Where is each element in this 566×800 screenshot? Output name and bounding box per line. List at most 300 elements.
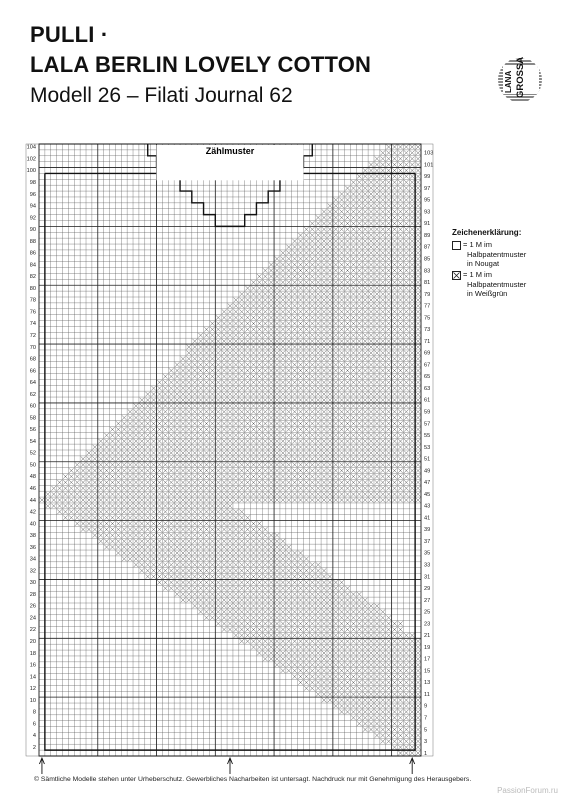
cross-stitch <box>410 162 414 166</box>
cross-stitch <box>275 274 279 278</box>
cross-stitch <box>198 498 202 502</box>
cross-stitch <box>204 539 208 543</box>
cross-stitch <box>257 651 261 655</box>
cross-stitch <box>375 415 379 419</box>
cross-stitch <box>257 386 261 390</box>
cross-stitch <box>228 610 232 614</box>
cross-stitch <box>193 415 197 419</box>
cross-stitch <box>322 621 326 625</box>
cross-stitch <box>328 621 332 625</box>
cross-stitch <box>187 510 191 514</box>
cross-stitch <box>375 704 379 708</box>
cross-stitch <box>234 621 238 625</box>
cross-stitch <box>134 474 138 478</box>
cross-stitch <box>345 333 349 337</box>
cross-stitch <box>316 474 320 478</box>
cross-stitch <box>398 468 402 472</box>
cross-stitch <box>122 457 126 461</box>
cross-stitch <box>328 692 332 696</box>
cross-stitch <box>363 192 367 196</box>
cross-stitch <box>322 309 326 313</box>
cross-stitch <box>304 498 308 502</box>
cross-stitch <box>339 668 343 672</box>
cross-stitch <box>404 204 408 208</box>
cross-stitch <box>392 386 396 390</box>
cross-stitch <box>322 333 326 337</box>
cross-stitch <box>404 639 408 643</box>
cross-stitch <box>251 427 255 431</box>
cross-stitch <box>175 574 179 578</box>
cross-stitch <box>234 321 238 325</box>
cross-stitch <box>316 604 320 608</box>
cross-stitch <box>163 563 167 567</box>
cross-stitch <box>398 486 402 490</box>
cross-stitch <box>375 645 379 649</box>
cross-stitch <box>245 321 249 325</box>
cross-stitch <box>410 421 414 425</box>
cross-stitch <box>363 710 367 714</box>
cross-stitch <box>134 404 138 408</box>
cross-stitch <box>322 480 326 484</box>
cross-stitch <box>398 151 402 155</box>
cross-stitch <box>398 651 402 655</box>
cross-stitch <box>351 398 355 402</box>
cross-stitch <box>151 568 155 572</box>
cross-stitch <box>110 510 114 514</box>
cross-stitch <box>369 215 373 219</box>
cross-stitch <box>281 492 285 496</box>
cross-stitch <box>269 586 273 590</box>
cross-stitch <box>245 515 249 519</box>
cross-stitch <box>351 286 355 290</box>
cross-stitch <box>369 410 373 414</box>
cross-stitch <box>398 480 402 484</box>
cross-stitch <box>228 410 232 414</box>
cross-stitch <box>310 315 314 319</box>
cross-stitch <box>245 457 249 461</box>
cross-stitch <box>81 527 85 531</box>
cross-stitch <box>98 539 102 543</box>
cross-stitch <box>310 239 314 243</box>
cross-stitch <box>410 321 414 325</box>
cross-stitch <box>134 486 138 490</box>
cross-stitch <box>134 451 138 455</box>
cross-stitch <box>116 462 120 466</box>
cross-stitch <box>363 280 367 284</box>
cross-stitch <box>210 586 214 590</box>
cross-stitch <box>304 433 308 437</box>
cross-stitch <box>404 439 408 443</box>
cross-stitch <box>110 462 114 466</box>
cross-stitch <box>228 568 232 572</box>
cross-stitch <box>357 445 361 449</box>
cross-stitch <box>363 651 367 655</box>
cross-stitch <box>322 668 326 672</box>
cross-stitch <box>234 633 238 637</box>
cross-stitch <box>198 333 202 337</box>
cross-stitch <box>157 486 161 490</box>
cross-stitch <box>210 557 214 561</box>
cross-stitch <box>404 327 408 331</box>
cross-stitch <box>310 386 314 390</box>
cross-stitch <box>345 292 349 296</box>
cross-stitch <box>375 233 379 237</box>
cross-stitch <box>298 380 302 384</box>
cross-stitch <box>322 251 326 255</box>
cross-stitch <box>269 309 273 313</box>
cross-stitch <box>351 251 355 255</box>
cross-stitch <box>257 639 261 643</box>
cross-stitch <box>398 639 402 643</box>
cross-stitch <box>392 427 396 431</box>
cross-stitch <box>128 480 132 484</box>
cross-stitch <box>151 433 155 437</box>
cross-stitch <box>310 292 314 296</box>
cross-stitch <box>386 698 390 702</box>
cross-stitch <box>145 439 149 443</box>
row-label-right: 9 <box>424 703 428 710</box>
cross-stitch <box>310 286 314 290</box>
cross-stitch <box>228 551 232 555</box>
cross-stitch <box>322 327 326 331</box>
cross-stitch <box>128 510 132 514</box>
cross-stitch <box>228 345 232 349</box>
cross-stitch <box>369 339 373 343</box>
cross-stitch <box>357 645 361 649</box>
cross-stitch <box>281 598 285 602</box>
cross-stitch <box>292 468 296 472</box>
cross-stitch <box>210 339 214 343</box>
cross-stitch <box>222 604 226 608</box>
cross-stitch <box>334 215 338 219</box>
row-label-left: 40 <box>29 521 36 528</box>
cross-stitch <box>281 386 285 390</box>
cross-stitch <box>363 392 367 396</box>
cross-stitch <box>269 351 273 355</box>
cross-stitch <box>363 492 367 496</box>
cross-stitch <box>310 457 314 461</box>
row-label-left: 4 <box>32 733 36 740</box>
cross-stitch <box>298 386 302 390</box>
cross-stitch <box>87 457 91 461</box>
cross-stitch <box>381 462 385 466</box>
cross-stitch <box>281 262 285 266</box>
cross-stitch <box>51 486 55 490</box>
cross-stitch <box>404 668 408 672</box>
cross-stitch <box>75 462 79 466</box>
cross-stitch <box>328 574 332 578</box>
cross-stitch <box>369 462 373 466</box>
cross-stitch <box>339 251 343 255</box>
cross-stitch <box>257 527 261 531</box>
cross-stitch <box>269 439 273 443</box>
cross-stitch <box>263 333 267 337</box>
cross-stitch <box>151 445 155 449</box>
cross-stitch <box>240 451 244 455</box>
cross-stitch <box>287 421 291 425</box>
cross-stitch <box>169 421 173 425</box>
cross-stitch <box>228 427 232 431</box>
cross-stitch <box>404 309 408 313</box>
cross-stitch <box>392 198 396 202</box>
cross-stitch <box>145 498 149 502</box>
cross-stitch <box>322 351 326 355</box>
marker-arrow-icon <box>228 758 233 774</box>
cross-stitch <box>298 598 302 602</box>
cross-stitch <box>292 280 296 284</box>
cross-stitch <box>269 604 273 608</box>
cross-stitch <box>328 427 332 431</box>
cross-stitch <box>375 215 379 219</box>
cross-stitch <box>63 510 67 514</box>
cross-stitch <box>275 663 279 667</box>
cross-stitch <box>345 474 349 478</box>
cross-stitch <box>169 527 173 531</box>
cross-stitch <box>392 710 396 714</box>
cross-stitch <box>234 351 238 355</box>
cross-stitch <box>375 304 379 308</box>
cross-stitch <box>169 468 173 472</box>
cross-stitch <box>134 492 138 496</box>
cross-stitch <box>181 386 185 390</box>
cross-stitch <box>304 227 308 231</box>
cross-stitch <box>416 357 420 361</box>
cross-stitch <box>128 521 132 525</box>
cross-stitch <box>328 674 332 678</box>
cross-stitch <box>310 592 314 596</box>
cross-stitch <box>298 239 302 243</box>
cross-stitch <box>363 227 367 231</box>
cross-stitch <box>351 462 355 466</box>
cross-stitch <box>328 663 332 667</box>
cross-stitch <box>216 545 220 549</box>
cross-stitch <box>345 239 349 243</box>
cross-stitch <box>204 574 208 578</box>
cross-stitch <box>398 251 402 255</box>
cross-stitch <box>398 680 402 684</box>
cross-stitch <box>398 704 402 708</box>
cross-stitch <box>292 274 296 278</box>
cross-stitch <box>240 604 244 608</box>
cross-stitch <box>63 486 67 490</box>
cross-stitch <box>351 280 355 284</box>
cross-stitch <box>375 309 379 313</box>
cross-stitch <box>381 380 385 384</box>
cross-stitch <box>351 327 355 331</box>
cross-stitch <box>310 651 314 655</box>
cross-stitch <box>269 304 273 308</box>
cross-stitch <box>298 321 302 325</box>
cross-stitch <box>386 286 390 290</box>
row-label-left: 56 <box>29 427 36 434</box>
cross-stitch <box>128 504 132 508</box>
cross-stitch <box>263 274 267 278</box>
cross-stitch <box>204 333 208 337</box>
cross-stitch <box>369 498 373 502</box>
cross-stitch <box>216 568 220 572</box>
cross-stitch <box>251 445 255 449</box>
cross-stitch <box>351 474 355 478</box>
cross-stitch <box>416 156 420 160</box>
cross-stitch <box>257 351 261 355</box>
cross-stitch <box>339 615 343 619</box>
cross-stitch <box>169 492 173 496</box>
cross-stitch <box>116 480 120 484</box>
cross-stitch <box>410 345 414 349</box>
cross-stitch <box>363 362 367 366</box>
cross-stitch <box>357 668 361 672</box>
cross-stitch <box>381 357 385 361</box>
cross-stitch <box>369 645 373 649</box>
cross-stitch <box>257 292 261 296</box>
row-label-right: 17 <box>424 656 431 663</box>
cross-stitch <box>198 462 202 466</box>
cross-stitch <box>304 680 308 684</box>
cross-stitch <box>334 586 338 590</box>
cross-stitch <box>181 586 185 590</box>
cross-stitch <box>175 374 179 378</box>
cross-stitch <box>369 398 373 402</box>
cross-stitch <box>398 198 402 202</box>
cross-stitch <box>316 427 320 431</box>
cross-stitch <box>134 415 138 419</box>
cross-stitch <box>263 574 267 578</box>
row-label-right: 83 <box>424 268 431 275</box>
cross-stitch <box>404 492 408 496</box>
cross-stitch <box>216 527 220 531</box>
cross-stitch <box>357 710 361 714</box>
cross-stitch <box>416 280 420 284</box>
cross-stitch <box>98 462 102 466</box>
cross-stitch <box>245 498 249 502</box>
cross-stitch <box>310 686 314 690</box>
cross-stitch <box>316 633 320 637</box>
cross-stitch <box>375 633 379 637</box>
cross-stitch <box>310 357 314 361</box>
cross-stitch <box>181 462 185 466</box>
cross-stitch <box>357 451 361 455</box>
cross-stitch <box>257 362 261 366</box>
cross-stitch <box>216 415 220 419</box>
cross-stitch <box>140 433 144 437</box>
cross-stitch <box>398 362 402 366</box>
cross-stitch <box>216 445 220 449</box>
cross-stitch <box>322 692 326 696</box>
cross-stitch <box>210 510 214 514</box>
cross-stitch <box>357 410 361 414</box>
cross-stitch <box>122 510 126 514</box>
cross-stitch <box>404 716 408 720</box>
cross-stitch <box>287 651 291 655</box>
cross-stitch <box>375 639 379 643</box>
cross-stitch <box>328 480 332 484</box>
cross-stitch <box>304 304 308 308</box>
cross-stitch <box>369 174 373 178</box>
cross-stitch <box>128 427 132 431</box>
cross-stitch <box>334 486 338 490</box>
cross-stitch <box>363 604 367 608</box>
cross-stitch <box>351 192 355 196</box>
row-label-left: 86 <box>29 250 36 257</box>
cross-stitch <box>322 268 326 272</box>
cross-stitch <box>404 421 408 425</box>
cross-stitch <box>404 239 408 243</box>
cross-stitch <box>87 521 91 525</box>
cross-stitch <box>398 280 402 284</box>
cross-stitch <box>310 345 314 349</box>
cross-stitch <box>292 292 296 296</box>
cross-stitch <box>298 333 302 337</box>
row-label-left: 54 <box>29 438 36 445</box>
cross-stitch <box>251 492 255 496</box>
cross-stitch <box>245 545 249 549</box>
cross-stitch <box>304 474 308 478</box>
cross-stitch <box>257 604 261 608</box>
cross-stitch <box>216 515 220 519</box>
cross-stitch <box>128 539 132 543</box>
cross-stitch <box>404 298 408 302</box>
cross-stitch <box>369 392 373 396</box>
cross-stitch <box>234 533 238 537</box>
cross-stitch <box>310 492 314 496</box>
row-label-left: 36 <box>29 544 36 551</box>
cross-stitch <box>404 333 408 337</box>
cross-stitch <box>304 415 308 419</box>
cross-stitch <box>234 415 238 419</box>
cross-stitch <box>198 357 202 361</box>
cross-stitch <box>381 315 385 319</box>
cross-stitch <box>116 527 120 531</box>
cross-stitch <box>210 515 214 519</box>
cross-stitch <box>316 251 320 255</box>
cross-stitch <box>328 274 332 278</box>
cross-stitch <box>292 345 296 349</box>
cross-stitch <box>316 645 320 649</box>
cross-stitch <box>287 398 291 402</box>
cross-stitch <box>228 357 232 361</box>
cross-stitch <box>310 309 314 313</box>
cross-stitch <box>57 486 61 490</box>
cross-stitch <box>287 557 291 561</box>
cross-stitch <box>257 445 261 449</box>
cross-stitch <box>151 521 155 525</box>
cross-stitch <box>363 315 367 319</box>
cross-stitch <box>386 427 390 431</box>
cross-stitch <box>204 439 208 443</box>
cross-stitch <box>375 192 379 196</box>
cross-stitch <box>310 621 314 625</box>
cross-stitch <box>304 492 308 496</box>
cross-stitch <box>298 286 302 290</box>
cross-stitch <box>204 551 208 555</box>
cross-stitch <box>298 268 302 272</box>
cross-stitch <box>345 215 349 219</box>
cross-stitch <box>257 309 261 313</box>
cross-stitch <box>263 309 267 313</box>
cross-stitch <box>240 410 244 414</box>
cross-stitch <box>145 480 149 484</box>
cross-stitch <box>157 404 161 408</box>
cross-stitch <box>104 510 108 514</box>
cross-stitch <box>375 362 379 366</box>
cross-stitch <box>363 186 367 190</box>
cross-stitch <box>404 321 408 325</box>
cross-stitch <box>357 604 361 608</box>
cross-stitch <box>269 380 273 384</box>
cross-stitch <box>351 716 355 720</box>
cross-stitch <box>134 410 138 414</box>
cross-stitch <box>392 151 396 155</box>
